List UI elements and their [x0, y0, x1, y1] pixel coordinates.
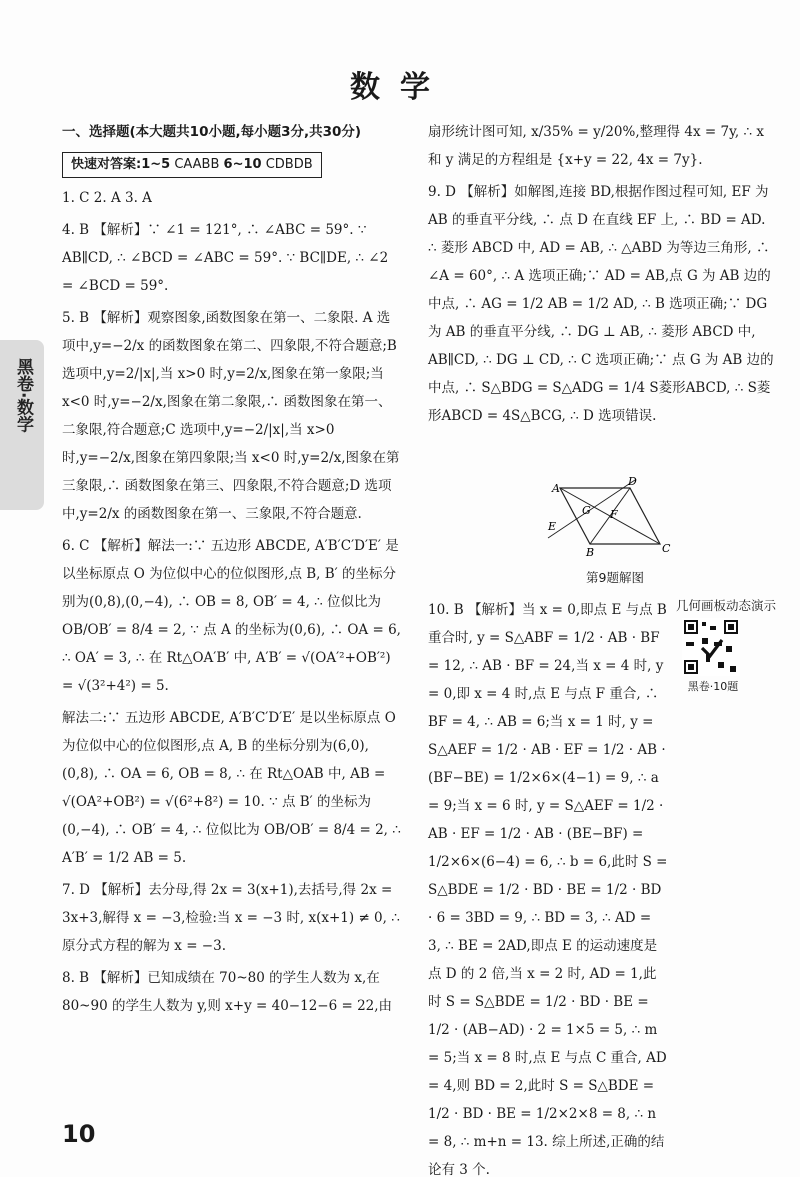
answer-paragraph: 9. D 【解析】如解图,连接 BD,根据作图过程可知, EF 为 AB 的垂直平分线, ∴ 点 D 在直线 EF 上, ∴ BD = AD. ∴ 菱形 ABCD 中, AD = AB, ∴ △ABD 为等边三角形, ∴ ∠A = 60°, ∴ A 选项正确;∵ AD = AB,点 G 为 AB 边的中点, ∴ AG = 1/2 AB = 1/2 AD, ∴ B 选项正确;∵ DG 为 AB 的垂直平分线, ∴ DG ⊥ AB, ∴ 菱形 ABCD 中, AB∥CD, ∴ DG ⊥ CD, ∴ C 选项正确;∵ 点 G 为 AB 边的中点, ∴ S△BDG = S△ADG = 1/4 S菱形ABCD, ∴ S菱形ABCD = 4S△BCG, ∴ D 选项错误. — [428, 184, 774, 424]
side-tab — [0, 340, 44, 510]
label-b: B — [586, 546, 595, 559]
page-number: 10 — [62, 1120, 96, 1148]
right-column-q10 — [428, 596, 778, 1188]
answer-paragraph: 6. C 【解析】解法一:∵ 五边形 ABCDE, A′B′C′D′E′ 是以坐标原点 O 为位似中心的位似图形,点 B, B′ 的坐标分别为(0,8),(0,−4), ∴ OB = 8, OB′ = 4, ∴ 位似比为 OB/OB′ = 8/4 = 2, ∵ 点 A 的坐标为(0,6), ∴ OA = 6, ∴ OA′ = 3, ∴ 在 Rt△OA′B′ 中, A′B′ = √(OA′²+OB′²) = √(3²+4²) = 5. — [62, 538, 401, 694]
quick-answers-6-10: CDBDB — [265, 157, 313, 172]
page-title: 数学 — [350, 70, 450, 105]
answer-paragraph: 扇形统计图可知, x/35% = y/20%,整理得 4x = 7y, ∴ x 和 y 满足的方程组是 {x+y = 22, 4x = 7y}. — [428, 124, 765, 168]
quick-answers-1-5: CAABB — [174, 157, 220, 172]
side-tab-label: 黑卷·数学 — [13, 358, 33, 433]
rhombus-figure — [540, 476, 690, 566]
quick-answers-label: 快速对答案:1~5 — [71, 157, 171, 172]
quick-answers-box — [62, 152, 322, 178]
quick-answers-range: 6~10 — [223, 157, 262, 172]
answer-paragraph: 5. B 【解析】观察图象,函数图象在第一、二象限. A 选项中,y=−2/x 的函数图象在第二、四象限,不符合题意;B 选项中,y=2/|x|,当 x>0 时,y=2/x,图象在第一象限;当 x<0 时,y=−2/x,图象在第二象限,∴ 函数图象在第一、二象限,符合题意;C 选项中,y=−2/|x|,当 x>0 时,y=−2/x,图象在第四象限;当 x<0 时,y=2/x,图象在第三象限,∴ 函数图象在第三、四象限,不符合题意;D 选项中,y=2/x 的函数图象在第一、三象限,不符合题意. — [62, 310, 400, 522]
section-heading: 一、选择题(本大题共10小题,每小题3分,共30分) — [62, 124, 362, 140]
left-column — [62, 118, 402, 1024]
right-column-top — [428, 118, 778, 434]
label-e: E — [548, 520, 557, 533]
figure-caption: 第9题解图 — [586, 570, 644, 585]
qr-code-label: 黑卷·10题 — [687, 680, 739, 693]
label-a: A — [552, 482, 560, 495]
answer-paragraph: 解法二:∵ 五边形 ABCDE, A′B′C′D′E′ 是以坐标原点 O 为位似中心的位似图形,点 A, B 的坐标分别为(6,0),(0,8), ∴ OA = 6, OB = 8, ∴ 在 Rt△OAB 中, AB = √(OA²+OB²) = √(6²+8²) = 10. ∵ 点 B′ 的坐标为(0,−4), ∴ OB′ = 4, ∴ 位似比为 OB/OB′ = 8/4 = 2, ∴ A′B′ = 1/2 AB = 5. — [62, 710, 401, 866]
answer-paragraph: 4. B 【解析】∵ ∠1 = 121°, ∴ ∠ABC = 59°. ∵ AB∥CD, ∴ ∠BCD = ∠ABC = 59°. ∵ BC∥DE, ∴ ∠2 = ∠BCD = 59°. — [62, 222, 389, 294]
answer-paragraph: 7. D 【解析】去分母,得 2x = 3(x+1),去括号,得 2x = 3x+3,解得 x = −3,检验:当 x = −3 时, x(x+1) ≠ 0, ∴ 原分式方程的解为 x = −3. — [62, 882, 400, 954]
answer-paragraph: 8. B 【解析】已知成绩在 70~80 的学生人数为 x,在 80~90 的学生人数为 y,则 x+y = 40−12−6 = 22,由 — [62, 970, 393, 1014]
answer-paragraph: 10. B 【解析】当 x = 0,即点 E 与点 B 重合时, y = S△ABF = 1/2 · AB · BF = 12, ∴ AB · BF = 24,当 x = 4 时, y = 0,即 x = 4 时,点 E 与点 F 重合, ∴ BF = 4, ∴ AB = 6;当 x = 1 时, y = S△AEF = 1/2 · AB · EF = 1/2 · AB · (BF−BE) = 1/2×6×(4−1) = 9, ∴ a = 9;当 x = 6 时, y = S△AEF = 1/2 · AB · EF = 1/2 · AB · (BE−BF) = 1/2×6×(6−4) = 6, ∴ b = 6,此时 S = S△BDE = 1/2 · BD · BE = 1/2 · BD · 6 = 3BD = 9, ∴ BD = 3, ∴ AD = 3, ∴ BE = 2AD,即点 E 的运动速度是点 D 的 2 倍,当 x = 2 时, AD = 1,此时 S = S△BDE = 1/2 · BD · BE = 1/2 · (AB−AD) · 2 = 1×5 = 5, ∴ m = 5;当 x = 8 时,点 E 与点 C 重合, AD = 4,则 BD = 2,此时 S = S△BDE = 1/2 · BD · BE = 1/2×2×8 = 8, ∴ n = 8, ∴ m+n = 13. 综上所述,正确的结论有 3 个. — [428, 602, 668, 1178]
dynamic-demo-header: 几何画板动态演示 — [676, 598, 777, 613]
label-d: D — [628, 476, 637, 488]
answer-paragraph: 1. C 2. A 3. A — [62, 190, 152, 206]
label-g: G — [582, 504, 591, 517]
label-f: F — [610, 508, 618, 521]
label-c: C — [662, 542, 671, 555]
